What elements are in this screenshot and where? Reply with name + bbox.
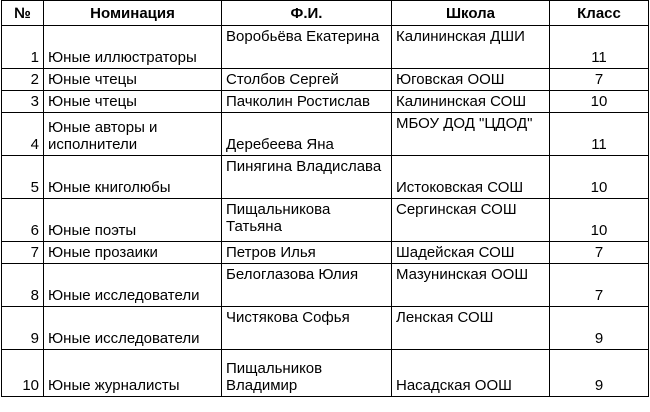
cell-school: Шадейская СОШ [392,242,550,264]
cell-school: Насадская ООШ [392,350,550,397]
cell-nomination: Юные прозаики [44,242,222,264]
table-row [2,307,649,350]
cell-grade: 10 [550,199,649,242]
table-row [2,242,649,264]
cell-school: Истоковская СОШ [392,156,550,199]
participants-table [1,0,649,397]
cell-nomination: Юные исследователи [44,307,222,350]
cell-name: Деребеева Яна [222,113,392,156]
table-row [2,264,649,307]
header-num: № [2,1,44,26]
cell-num: 3 [2,91,44,113]
header-school: Школа [392,1,550,26]
table-row [2,156,649,199]
cell-grade: 9 [550,307,649,350]
table-row [2,199,649,242]
cell-school: Юговская ООШ [392,69,550,91]
cell-grade: 11 [550,113,649,156]
cell-nomination: Юные журналисты [44,350,222,397]
cell-name: Чистякова Софья [222,307,392,350]
cell-name: Пинягина Владислава [222,156,392,199]
cell-num: 5 [2,156,44,199]
cell-nomination: Юные чтецы [44,69,222,91]
cell-grade: 10 [550,91,649,113]
table-row [2,350,649,397]
table-row [2,69,649,91]
header-nomination: Номинация [44,1,222,26]
header-name: Ф.И. [222,1,392,26]
cell-num: 6 [2,199,44,242]
table-row [2,113,649,156]
table-row [2,26,649,69]
table-row [2,91,649,113]
cell-school: Ленская СОШ [392,307,550,350]
table-header [2,1,649,26]
cell-num: 10 [2,350,44,397]
cell-school: Калининская ДШИ [392,26,550,69]
cell-nomination: Юные чтецы [44,91,222,113]
cell-nomination: Юные поэты [44,199,222,242]
cell-name: Пачколин Ростислав [222,91,392,113]
cell-grade: 7 [550,69,649,91]
cell-nomination: Юные иллюстраторы [44,26,222,69]
cell-school: Сергинская СОШ [392,199,550,242]
cell-num: 4 [2,113,44,156]
cell-nomination: Юные авторы и исполнители [44,113,222,156]
cell-grade: 7 [550,242,649,264]
cell-grade: 7 [550,264,649,307]
cell-num: 8 [2,264,44,307]
cell-nomination: Юные книголюбы [44,156,222,199]
cell-grade: 9 [550,350,649,397]
cell-name: Белоглазова Юлия [222,264,392,307]
table-body [2,26,649,397]
cell-name: Петров Илья [222,242,392,264]
cell-nomination: Юные исследователи [44,264,222,307]
cell-num: 2 [2,69,44,91]
cell-grade: 11 [550,26,649,69]
cell-num: 1 [2,26,44,69]
header-grade: Класс [550,1,649,26]
cell-num: 9 [2,307,44,350]
cell-school: МБОУ ДОД "ЦДОД" [392,113,550,156]
cell-name: Пищальников Владимир [222,350,392,397]
cell-num: 7 [2,242,44,264]
cell-school: Мазунинская ООШ [392,264,550,307]
cell-school: Калининская СОШ [392,91,550,113]
cell-name: Столбов Сергей [222,69,392,91]
cell-grade: 10 [550,156,649,199]
header-row [2,1,649,26]
cell-name: Пищальникова Татьяна [222,199,392,242]
cell-name: Воробьёва Екатерина [222,26,392,69]
